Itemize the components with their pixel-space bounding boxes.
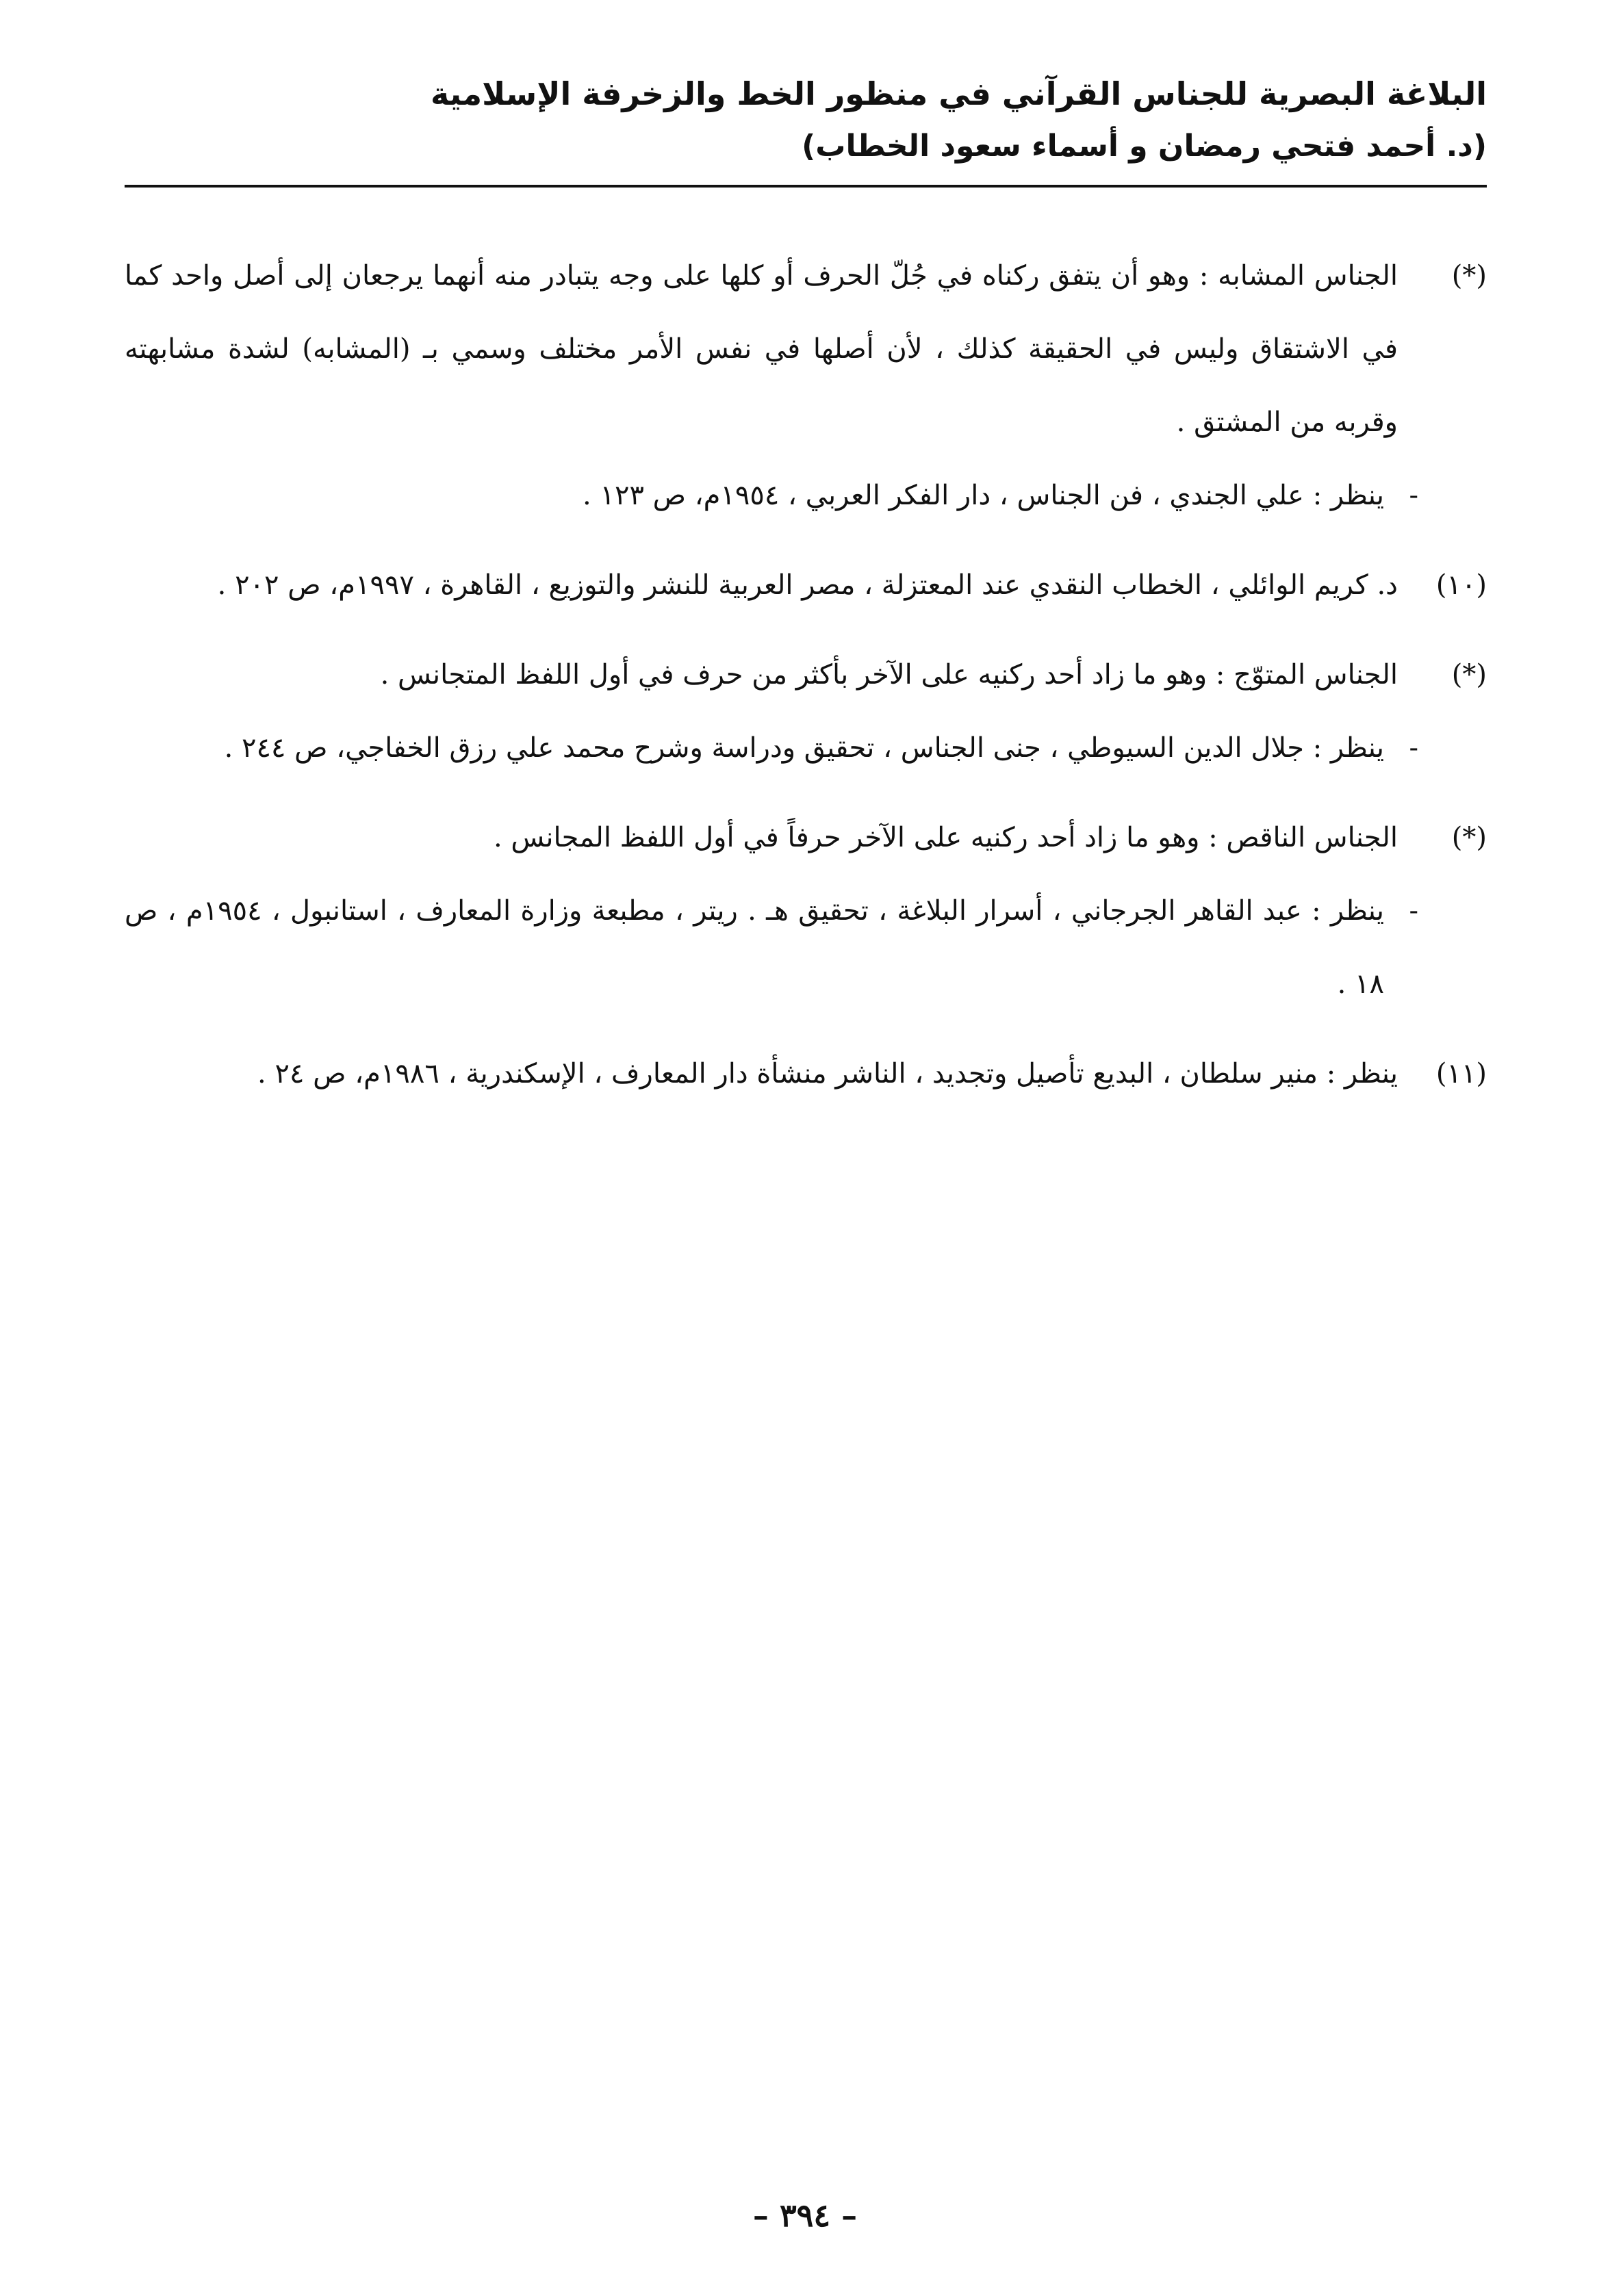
footnote-text: الجناس المتوّج : وهو ما زاد أحد ركنيه على الآخر بأكثر من حرف في أول اللفظ المتجانس . — [380, 659, 1398, 691]
reference-dash: - — [1409, 732, 1418, 764]
footnote-text: الجناس المشابه : وهو أن يتفق ركناه في جُلّ الحرف أو كلها على وجه يتبادر منه أنهما يرجعان إلى أصل واحد كما في الاشتقاق وليس في الحقيقة كذلك ، لأن أصلها في نفس الأمر مختلف وسمي بـ (المشابه) لشدة مشابهته وقربه من المشتق . — [125, 260, 1398, 438]
footnote-10 — [125, 549, 1487, 622]
footnote-text: ينظر : منير سلطان ، البديع تأصيل وتجديد ، الناشر منشأة دار المعارف ، الإسكندرية ، ١٩٨٦م، ص ٢٤ . — [257, 1058, 1398, 1089]
footnote-reference — [125, 712, 1487, 785]
footnote-11 — [125, 1037, 1487, 1111]
running-header — [125, 67, 1487, 172]
reference-dash: - — [1409, 480, 1418, 511]
footnote-marker: (*) — [1451, 659, 1487, 691]
page-number: – ٣٩٤ – — [752, 2197, 858, 2234]
footnote-marker: (*) — [1451, 260, 1487, 292]
footnote-reference — [125, 459, 1487, 532]
footnote-marker: (١١) — [1435, 1058, 1487, 1089]
reference-dash: - — [1409, 895, 1418, 927]
footnote-naqis — [125, 801, 1487, 875]
reference-text: ينظر : عبد القاهر الجرجاني ، أسرار البلاغة ، تحقيق هـ . ريتر ، مطبعة وزارة المعارف ، استانبول ، ١٩٥٤م ، ص ١٨ . — [125, 895, 1384, 1000]
footnote-text: د. كريم الوائلي ، الخطاب النقدي عند المعتزلة ، مصر العربية للنشر والتوزيع ، القاهرة ، ١٩٩٧م، ص ٢٠٢ . — [217, 569, 1398, 601]
footnote-marker: (*) — [1451, 822, 1487, 853]
header-rule — [125, 185, 1487, 188]
footnote-mushabih — [125, 240, 1487, 459]
footnote-mutawwaj — [125, 639, 1487, 712]
header-title: البلاغة البصرية للجناس القرآني في منظور الخط والزخرفة الإسلامية — [430, 75, 1487, 112]
footnote-text: الجناس الناقص : وهو ما زاد أحد ركنيه على الآخر حرفاً في أول اللفظ المجانس . — [493, 822, 1398, 853]
reference-text: ينظر : جلال الدين السيوطي ، جنى الجناس ، تحقيق ودراسة وشرح محمد علي رزق الخفاجي، ص ٢٤٤ . — [224, 732, 1384, 764]
footnote-reference — [125, 875, 1487, 1021]
reference-text: ينظر : علي الجندي ، فن الجناس ، دار الفكر العربي ، ١٩٥٤م، ص ١٢٣ . — [583, 480, 1384, 511]
header-authors: (د. أحمد فتحي رمضان و أسماء سعود الخطاب) — [802, 129, 1487, 164]
footnote-marker: (١٠) — [1435, 569, 1487, 601]
footnotes — [125, 240, 1487, 1127]
